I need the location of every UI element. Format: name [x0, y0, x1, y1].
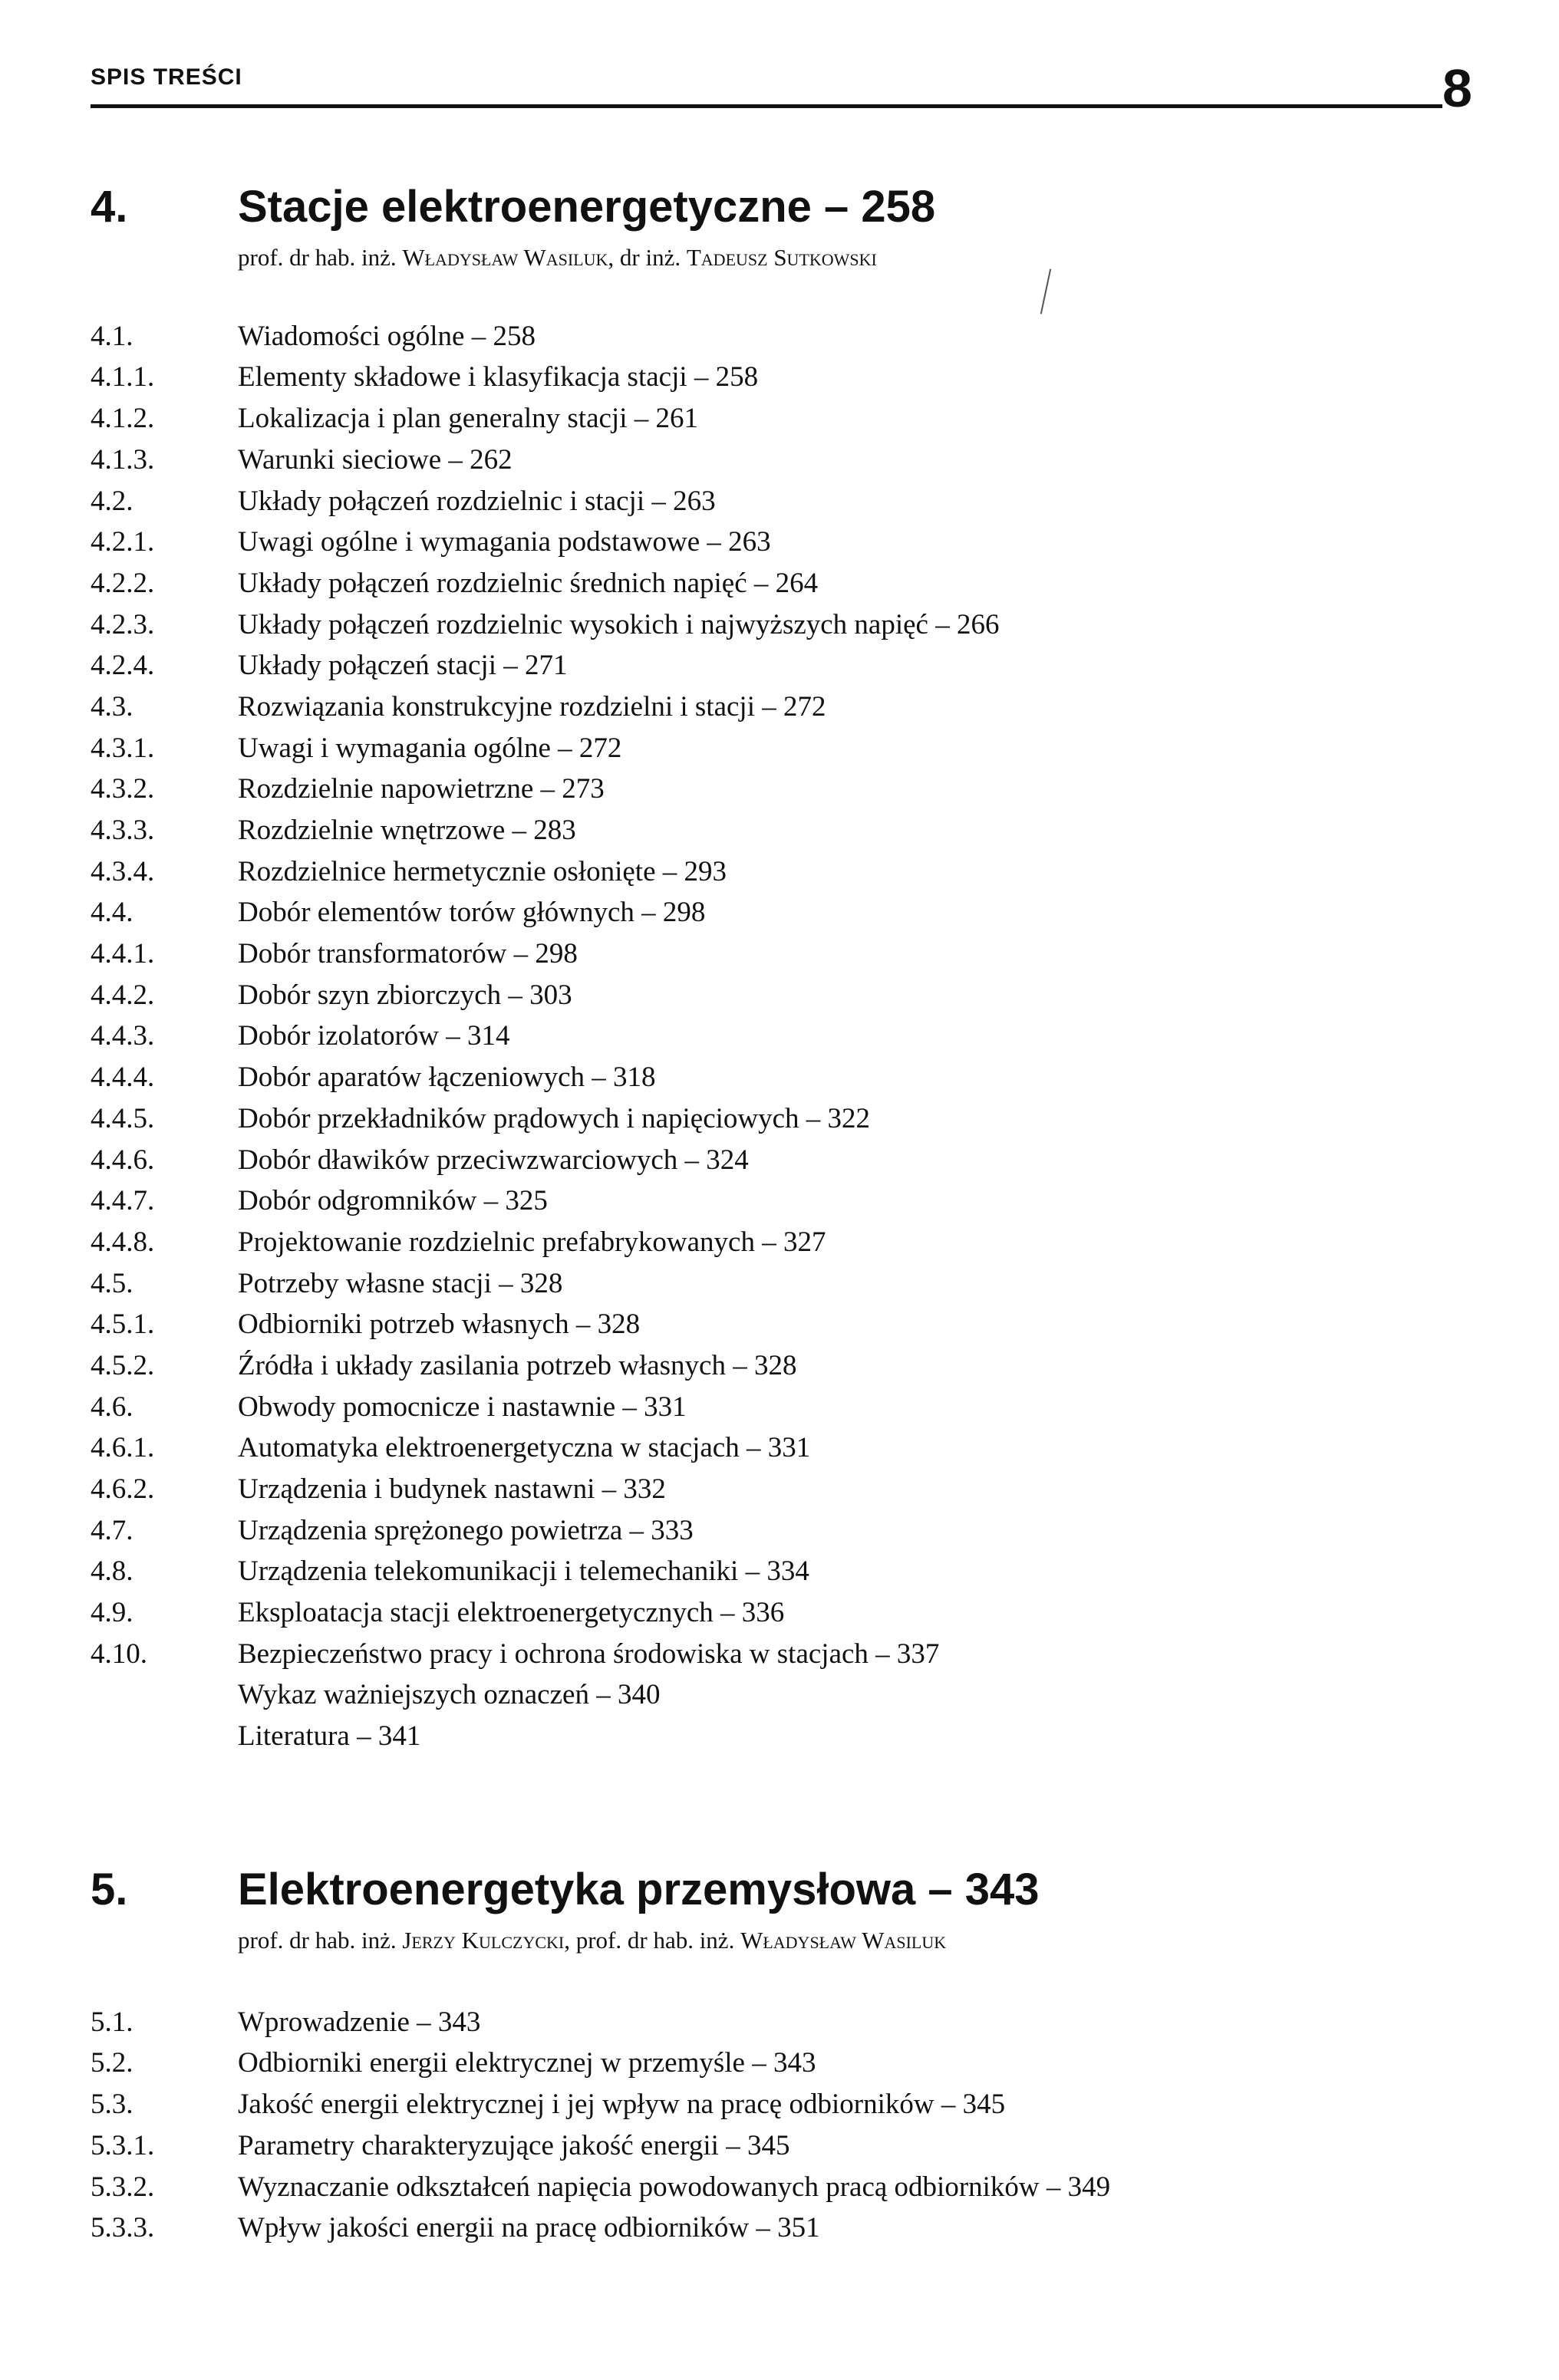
author-prefix: , dr inż.: [608, 243, 687, 271]
toc-entry: [91, 728, 1472, 769]
entry-title: Wprowadzenie – 343: [238, 2006, 481, 2038]
entry-title: Lokalizacja i plan generalny stacji – 261: [238, 403, 698, 435]
toc-entry: [91, 1222, 1472, 1263]
chapter-authors: [238, 244, 1472, 272]
entry-number: 4.5.: [91, 1267, 133, 1299]
toc-entry: [91, 2167, 1472, 2208]
toc-entry: [91, 1551, 1472, 1592]
entry-number: 4.4.5.: [91, 1102, 155, 1134]
toc-entry: [91, 604, 1472, 646]
toc-entry: [91, 975, 1472, 1016]
chapter-5: [91, 1865, 1472, 2249]
toc-entry: [91, 2084, 1472, 2125]
entry-title: Jakość energii elektrycznej i jej wpływ na pracę odbiorników – 345: [238, 2089, 1006, 2121]
author-name: Jerzy Kulczycki: [402, 1926, 565, 1954]
toc-entry: [91, 645, 1472, 686]
author-prefix: prof. dr hab. inż.: [238, 243, 403, 271]
entry-title: Parametry charakteryzujące jakość energii – 345: [238, 2129, 790, 2161]
toc-entry: [91, 1345, 1472, 1387]
toc-entry: [91, 1469, 1472, 1510]
entry-title: Dobór aparatów łączeniowych – 318: [238, 1062, 656, 1094]
toc-entry: [91, 933, 1472, 975]
entry-title: Literatura – 341: [238, 1720, 421, 1753]
entry-title: Bezpieczeństwo pracy i ochrona środowiska w stacjach – 337: [238, 1638, 940, 1670]
entry-title: Rozdzielnie wnętrzowe – 283: [238, 815, 576, 847]
entry-number: 4.2.2.: [91, 567, 155, 599]
entry-number: 5.3.3.: [91, 2212, 155, 2244]
toc-entry: [91, 2207, 1472, 2249]
toc-entry: [91, 1387, 1472, 1428]
author-name: Tadeusz Sutkowski: [686, 243, 877, 271]
entry-number: 4.3.1.: [91, 732, 155, 764]
toc-entry: [91, 2125, 1472, 2167]
chapter-number: 5.: [91, 1865, 128, 1914]
entry-title: Urządzenia sprężonego powietrza – 333: [238, 1514, 694, 1546]
toc-entry: [91, 563, 1472, 604]
entry-title: Dobór szyn zbiorczych – 303: [238, 979, 572, 1011]
entry-title: Odbiorniki potrzeb własnych – 328: [238, 1309, 641, 1341]
entry-title: Układy połączeń stacji – 271: [238, 650, 568, 682]
toc-entries: [91, 316, 1472, 1757]
toc-entry: [91, 2002, 1472, 2043]
toc-entry: [91, 1057, 1472, 1098]
toc-entry: [91, 1140, 1472, 1181]
entry-title: Odbiorniki energii elektrycznej w przemyśle – 343: [238, 2047, 816, 2079]
entry-title: Dobór przekładników prądowych i napięciowych – 322: [238, 1102, 871, 1134]
entry-number: 4.4.7.: [91, 1185, 155, 1217]
entry-title: Układy połączeń rozdzielnic wysokich i najwyższych napięć – 266: [238, 608, 1000, 640]
toc-entry: [91, 769, 1472, 810]
entry-title: Dobór izolatorów – 314: [238, 1020, 510, 1052]
entry-number: 5.1.: [91, 2006, 133, 2038]
entry-title: Eksploatacja stacji elektroenergetycznych – 336: [238, 1597, 785, 1629]
entry-number: 4.6.1.: [91, 1432, 155, 1464]
toc-entry: [91, 316, 1472, 357]
chapter-title: Elektroenergetyka przemysłowa – 343: [238, 1865, 1040, 1914]
entry-number: 4.2.: [91, 485, 133, 517]
toc-entry: [91, 481, 1472, 522]
entry-number: 4.4.8.: [91, 1226, 155, 1258]
toc-entry: [91, 1592, 1472, 1634]
entry-number: 4.3.3.: [91, 815, 155, 847]
entry-title: Rozdzielnice hermetycznie osłonięte – 293: [238, 855, 727, 887]
chapter-number: 4.: [91, 182, 128, 232]
entry-number: 5.2.: [91, 2047, 133, 2079]
toc-entry: [91, 522, 1472, 563]
toc-entry: [91, 1180, 1472, 1222]
entry-number: 4.3.4.: [91, 855, 155, 887]
toc-entry: [91, 810, 1472, 851]
chapter-title: Stacje elektroenergetyczne – 258: [238, 182, 936, 232]
entry-title: Uwagi i wymagania ogólne – 272: [238, 732, 622, 764]
entry-number: 4.2.3.: [91, 608, 155, 640]
entry-title: Wyznaczanie odkształceń napięcia powodowanych pracą odbiorników – 349: [238, 2171, 1111, 2203]
entry-title: Dobór transformatorów – 298: [238, 938, 578, 970]
page-number: 8: [1442, 58, 1472, 118]
entry-title: Uwagi ogólne i wymagania podstawowe – 263: [238, 526, 771, 558]
entry-title: Wiadomości ogólne – 258: [238, 320, 536, 352]
entry-title: Dobór odgromników – 325: [238, 1185, 548, 1217]
entry-number: 4.8.: [91, 1555, 133, 1588]
author-name: Władysław Wasiluk: [740, 1926, 947, 1954]
entry-title: Projektowanie rozdzielnic prefabrykowanych – 327: [238, 1226, 826, 1258]
chapter-heading: [91, 183, 1472, 232]
toc-entry: [91, 1263, 1472, 1305]
entry-title: Wpływ jakości energii na pracę odbiorników – 351: [238, 2212, 820, 2244]
entry-number: 4.7.: [91, 1514, 133, 1546]
entry-number: 4.5.2.: [91, 1349, 155, 1381]
entry-number: 4.5.1.: [91, 1309, 155, 1341]
entry-number: 4.4.3.: [91, 1020, 155, 1052]
entry-number: 4.2.1.: [91, 526, 155, 558]
entry-title: Układy połączeń rozdzielnic średnich napięć – 264: [238, 567, 819, 599]
entry-number: 4.6.2.: [91, 1473, 155, 1506]
entry-number: 4.6.: [91, 1391, 133, 1423]
entry-number: 4.4.: [91, 897, 133, 929]
toc-entry: [91, 1510, 1472, 1552]
entry-title: Rozwiązania konstrukcyjne rozdzielni i stacji – 272: [238, 690, 826, 723]
header-rule: [91, 104, 1442, 108]
toc-entry: [91, 1427, 1472, 1469]
toc-entry: [91, 1304, 1472, 1345]
chapter-4: [91, 183, 1472, 1757]
toc-entry: [91, 892, 1472, 933]
toc-entries: [91, 2002, 1472, 2249]
author-prefix: prof. dr hab. inż.: [238, 1926, 403, 1954]
entry-number: 5.3.1.: [91, 2129, 155, 2161]
entry-number: 5.3.: [91, 2089, 133, 2121]
entry-title: Dobór dławików przeciwzwarciowych – 324: [238, 1144, 749, 1176]
toc-entry: [91, 851, 1472, 893]
entry-title: Rozdzielnie napowietrzne – 273: [238, 773, 605, 805]
entry-title: Urządzenia telekomunikacji i telemechaniki – 334: [238, 1555, 809, 1588]
entry-title: Źródła i układy zasilania potrzeb własnych – 328: [238, 1349, 797, 1381]
entry-number: 4.4.6.: [91, 1144, 155, 1176]
toc-entry: [91, 2043, 1472, 2084]
chapter-heading: [91, 1865, 1472, 1914]
toc-entry: [91, 1098, 1472, 1140]
entry-number: 5.3.2.: [91, 2171, 155, 2203]
author-prefix: , prof. dr hab. inż.: [564, 1926, 741, 1954]
entry-title: Warunki sieciowe – 262: [238, 443, 513, 476]
entry-number: 4.2.4.: [91, 650, 155, 682]
entry-title: Obwody pomocnicze i nastawnie – 331: [238, 1391, 687, 1423]
toc-entry: [91, 686, 1472, 728]
toc-entry: [91, 439, 1472, 481]
entry-title: Urządzenia i budynek nastawni – 332: [238, 1473, 666, 1506]
entry-number: 4.9.: [91, 1597, 133, 1629]
entry-title: Elementy składowe i klasyfikacja stacji – 258: [238, 361, 759, 393]
entry-number: 4.1.1.: [91, 361, 155, 393]
author-name: Władysław Wasiluk: [402, 243, 608, 271]
entry-number: 4.10.: [91, 1638, 147, 1670]
entry-number: 4.1.2.: [91, 403, 155, 435]
entry-number: 4.3.: [91, 690, 133, 723]
chapter-authors: [238, 1927, 1472, 1954]
entry-number: 4.3.2.: [91, 773, 155, 805]
entry-number: 4.4.4.: [91, 1062, 155, 1094]
entry-title: Wykaz ważniejszych oznaczeń – 340: [238, 1679, 661, 1711]
toc-entry: [91, 1016, 1472, 1057]
entry-number: 4.1.: [91, 320, 133, 352]
entry-title: Dobór elementów torów głównych – 298: [238, 897, 706, 929]
toc-entry: [91, 1674, 1472, 1716]
entry-title: Układy połączeń rozdzielnic i stacji – 263: [238, 485, 716, 517]
toc-entry: [91, 1716, 1472, 1757]
toc-entry: [91, 1634, 1472, 1675]
entry-number: 4.4.2.: [91, 979, 155, 1011]
entry-number: 4.4.1.: [91, 938, 155, 970]
toc-entry: [91, 398, 1472, 439]
entry-number: 4.1.3.: [91, 443, 155, 476]
entry-title: Potrzeby własne stacji – 328: [238, 1267, 563, 1299]
running-header: SPIS TREŚCI: [91, 64, 242, 90]
toc-entry: [91, 357, 1472, 398]
entry-title: Automatyka elektroenergetyczna w stacjach – 331: [238, 1432, 811, 1464]
